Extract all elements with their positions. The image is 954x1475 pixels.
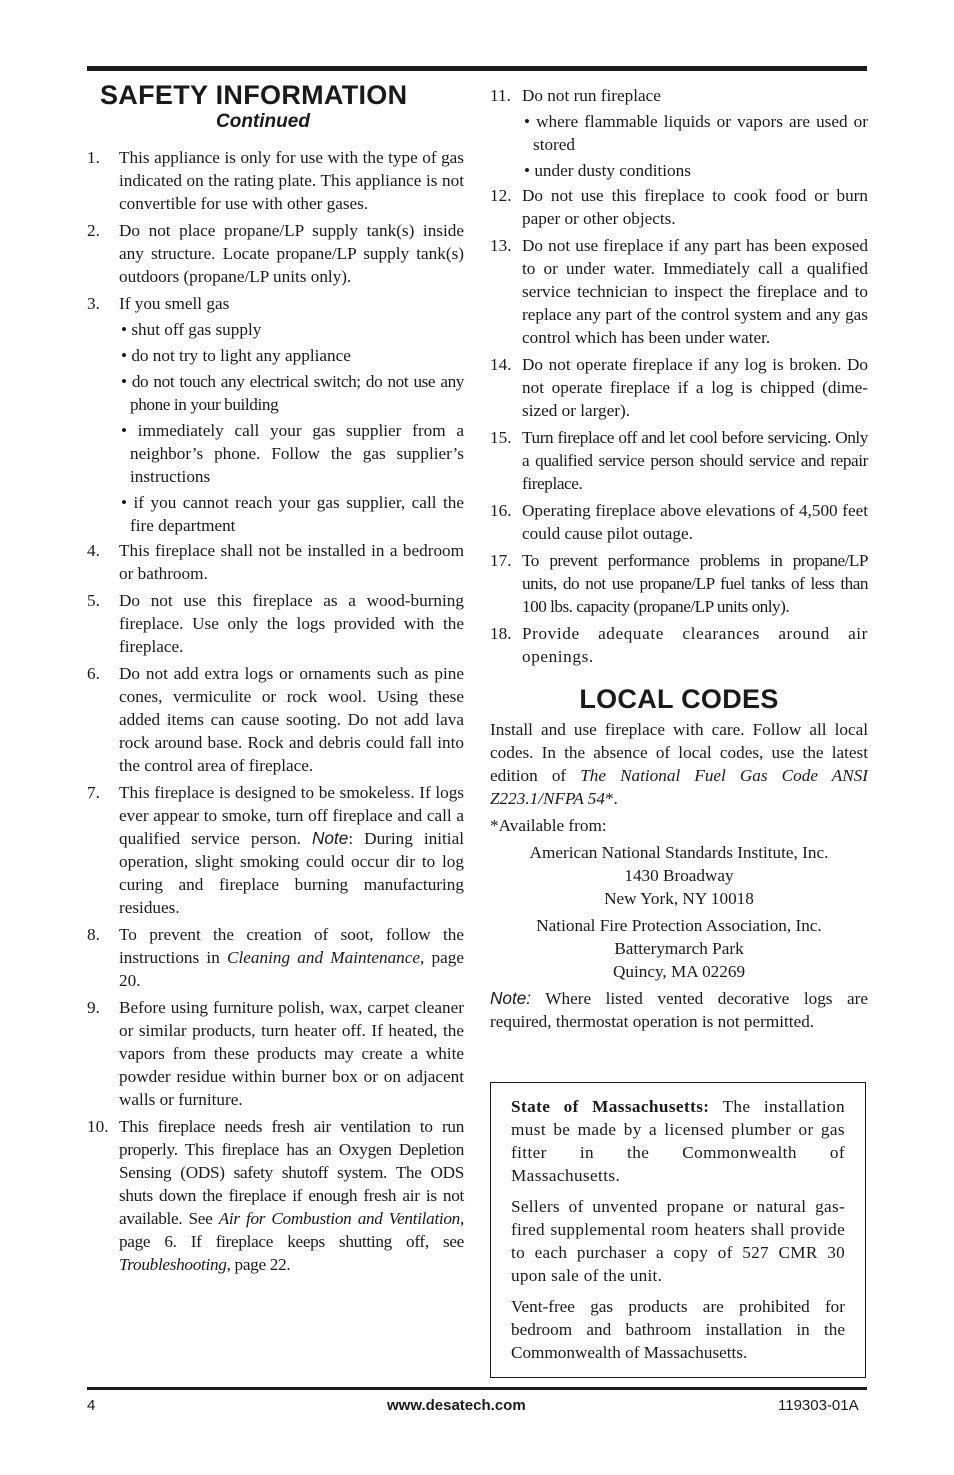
paragraph-text: *. (604, 789, 618, 808)
website-link[interactable]: www.desatech.com (387, 1397, 526, 1414)
item-text: Do not add extra logs or ornaments such as pine cones, vermiculite or rock wool. Using these added items can cause sooting. Do not add lava rock around base. Rock and debris could fall into the control area of fireplace. (119, 664, 464, 775)
item-number: 6. (87, 664, 100, 683)
massachusetts-notice-box (490, 1082, 866, 1378)
list-item (87, 662, 464, 777)
bullet-item: • if you cannot reach your gas supplier, call the fire department (121, 493, 464, 535)
list-item (490, 84, 868, 107)
top-rule (87, 66, 867, 71)
list-item (87, 292, 464, 315)
bullet-item: • immediately call your gas supplier from a neighbor’s phone. Follow the gas supplier’s instructions (121, 421, 464, 486)
list-item (490, 499, 868, 545)
item-text: Do not run fireplace (522, 86, 661, 105)
list-item (490, 184, 868, 230)
item-text: To prevent performance problems in propane/LP units, do not use propane/LP fuel tanks of less than 100 lbs. capacity (propane/LP units only). (522, 551, 868, 616)
item-number: 4. (87, 541, 100, 560)
list-item (490, 549, 868, 618)
list-item (87, 219, 464, 288)
item-text: This appliance is only for use with the type of gas indicated on the rating plate. This appliance is not convertible for use with other gases. (119, 148, 464, 213)
list-item (490, 622, 868, 668)
item-number: 13. (490, 236, 512, 255)
bullet-item: • where flammable liquids or vapors are used or stored (524, 112, 868, 154)
list-item (87, 1115, 464, 1276)
item-number: 5. (87, 591, 100, 610)
item-number: 11. (490, 86, 511, 105)
thermostat-note (490, 987, 868, 1033)
local-codes-paragraph (490, 718, 868, 810)
address-line: 1430 Broadway (624, 866, 734, 885)
item-text: Operating fireplace above elevations of 4,500 feet could cause pilot outage. (522, 501, 868, 543)
item-text: If you smell gas (119, 294, 230, 313)
item-number: 14. (490, 355, 512, 374)
address-block-nfpa (490, 914, 868, 983)
section-title-safety: SAFETY INFORMATION (100, 80, 408, 110)
item-text-part: This fireplace needs fresh air ventilation to run properly. This fireplace has an Oxygen Depletion Sensing (ODS) safety shutoff system. The ODS shuts down the fireplace if enough fresh air is not available. See (119, 1117, 464, 1228)
item-number: 10. (87, 1117, 109, 1136)
note-label: Note: (490, 988, 532, 1008)
item-text: Do not use this fireplace as a wood-burning fireplace. Use only the logs provided with the fireplace. (119, 591, 464, 656)
list-item (490, 426, 868, 495)
item-number: 8. (87, 925, 100, 944)
item-number: 18. (490, 624, 512, 643)
section-reference: Troubleshooting (119, 1255, 227, 1274)
item-text-part: This fireplace is designed to be smokeless. If logs ever appear to smoke, turn off fireplace and call a qualified service person. (119, 783, 464, 848)
list-item (87, 589, 464, 658)
item-number: 12. (490, 186, 512, 205)
item-text: Do not use this fireplace to cook food or burn paper or other objects. (522, 186, 868, 228)
notice-paragraph: Vent-free gas products are prohibited for bedroom and bathroom installation in the Commonwealth of Massachusetts. (511, 1297, 845, 1362)
section-subtitle: Continued (216, 111, 310, 132)
address-block-ansi (490, 841, 868, 910)
address-line: Quincy, MA 02269 (612, 962, 746, 981)
item-text: Provide adequate clearances around air openings. (522, 624, 868, 666)
bullet-item: • do not try to light any appliance (121, 346, 351, 365)
list-item (87, 996, 464, 1111)
item-number: 16. (490, 501, 512, 520)
paragraph-text: Where listed vented decorative logs are required, thermostat operation is not permitted. (490, 989, 868, 1031)
item-text-part: , page 6. If fireplace keeps shutting off, see (119, 1209, 464, 1251)
item-text: Do not use fireplace if any part has been exposed to or under water. Immediately call a qualified service technician to inspect the fireplace and to replace any part of the control system and any gas control which has been under water. (522, 236, 868, 347)
bullet-item: • shut off gas supply (121, 320, 262, 339)
list-item (87, 539, 464, 585)
paragraph-text: The installation must be made by a licensed plumber or gas fitter in the Commonwealth of Massachusetts. (511, 1097, 845, 1185)
item-number: 15. (490, 428, 512, 447)
list-item (87, 146, 464, 215)
section-reference: Air for Combustion and Ventilation (218, 1209, 460, 1228)
notice-paragraph: Sellers of unvented propane or natural gas-fired supplemental room heaters shall provide to each purchaser a copy of 527 CMR 30 upon sale of the unit. (511, 1197, 845, 1285)
item-text-part: : During initial operation, slight smoking could occur dir to log curing and fireplace burning manufacturing residues. (119, 829, 464, 917)
item-text-part: To prevent the creation of soot, follow the instructions in (119, 925, 464, 967)
list-item (490, 353, 868, 422)
item-text (119, 923, 464, 992)
item-text: Do not place propane/LP supply tank(s) inside any structure. Locate propane/LP supply tank(s) outdoors (propane/LP units only). (119, 221, 464, 286)
item-number: 7. (87, 783, 100, 802)
item-text-part: , page 20. (119, 948, 464, 990)
item-number: 9. (87, 998, 100, 1017)
notice-paragraph (511, 1095, 845, 1187)
section-title-local-codes: LOCAL CODES (579, 684, 779, 714)
left-column (87, 80, 464, 1280)
list-item (490, 234, 868, 349)
item-text-part: , page 22. (226, 1255, 291, 1274)
list-item (87, 923, 464, 992)
address-line: National Fire Protection Association, Inc. (536, 916, 822, 935)
paragraph-text: Install and use fireplace with care. Follow all local codes. In the absence of local codes, use the latest edition of (490, 720, 868, 785)
bullet-item: • do not touch any electrical switch; do not use any phone in your building (121, 372, 464, 414)
address-line: Batterymarch Park (614, 939, 744, 958)
item-number: 3. (87, 294, 100, 313)
item-text (119, 1115, 464, 1276)
address-line: American National Standards Institute, Inc. (529, 843, 829, 862)
item-text: Before using furniture polish, wax, carpet cleaner or similar products, turn heater off. If heated, the vapors from these products may create a white powder residue within burner box or on adjacent walls or furniture. (119, 998, 464, 1109)
code-reference: The National Fuel Gas Code ANSI Z223.1/NFPA 54 (490, 766, 868, 808)
address-line: New York, NY 10018 (604, 889, 754, 908)
document-code: 119303-01A (778, 1397, 859, 1414)
note-label: Note (312, 828, 349, 848)
page-number: 4 (87, 1397, 96, 1414)
item-number: 2. (87, 221, 100, 240)
item-text: Turn fireplace off and let cool before servicing. Only a qualified service person should service and repair fireplace. (522, 428, 868, 493)
bottom-rule (87, 1387, 867, 1390)
item-number: 1. (87, 148, 100, 167)
list-item (87, 781, 464, 919)
right-column (490, 84, 868, 1037)
item-number: 17. (490, 551, 512, 570)
section-reference: Cleaning and Maintenance (227, 948, 421, 967)
bullet-item: • under dusty conditions (524, 161, 691, 180)
available-from: *Available from: (490, 816, 607, 835)
item-text: Do not operate fireplace if any log is broken. Do not operate fireplace if a log is chipped (dime-sized or larger). (522, 355, 868, 420)
notice-label: State of Massachusetts: (511, 1097, 710, 1116)
item-text (119, 781, 464, 919)
item-text: This fireplace shall not be installed in a bedroom or bathroom. (119, 541, 464, 583)
